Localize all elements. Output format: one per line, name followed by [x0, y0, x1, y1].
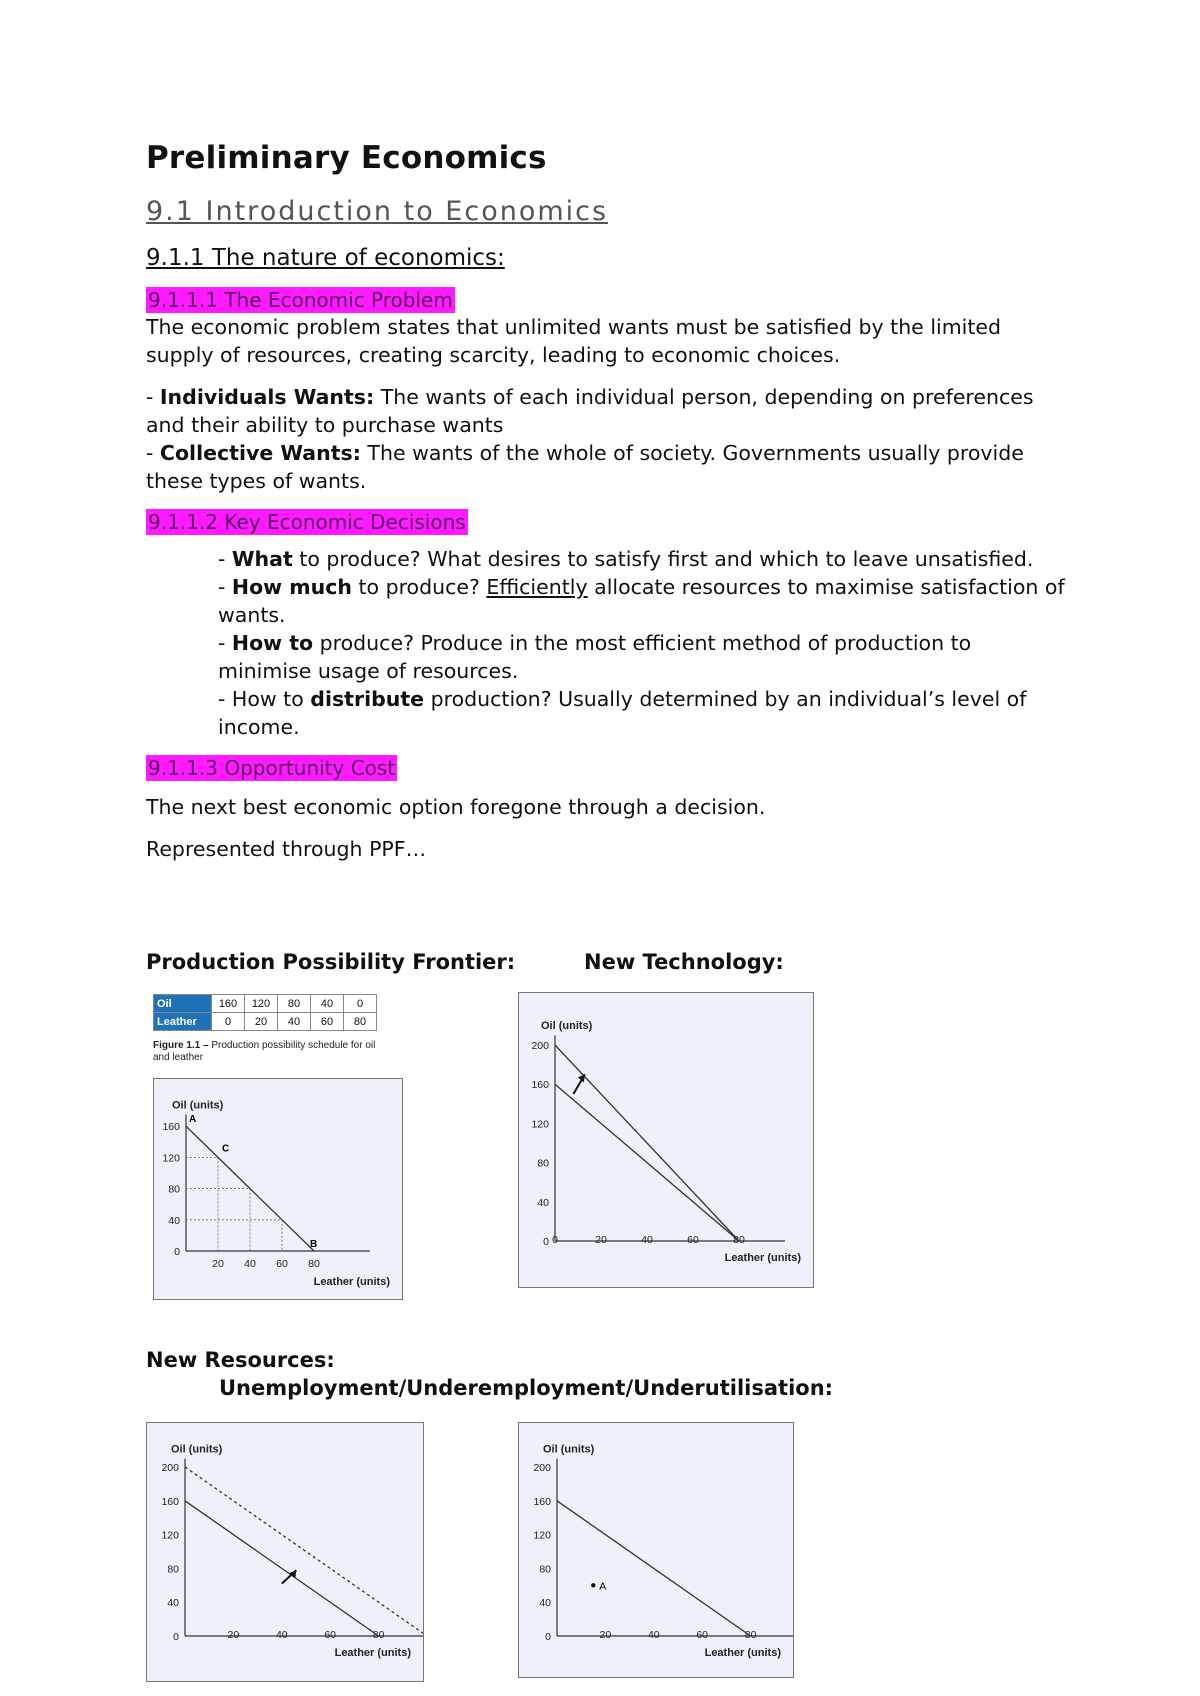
point-label-c: C: [222, 1143, 230, 1155]
x-axis-label: Leather (units): [724, 1252, 801, 1264]
y-tick-label: 40: [167, 1597, 179, 1610]
y-tick-label: 0: [174, 1246, 180, 1258]
ppf-chart: [153, 1078, 403, 1300]
decision-distribute: - How to distribute production? Usually determined by an individual’s level of income.: [218, 687, 1027, 739]
y-axis-label: Oil (units): [541, 1020, 593, 1033]
x-tick-label: 40: [244, 1258, 256, 1270]
y-tick-label: 120: [533, 1529, 551, 1542]
y-tick-label: 0: [543, 1236, 549, 1248]
ppf-series-line: [186, 1126, 314, 1251]
y-tick-label: 200: [533, 1462, 551, 1474]
decision-how-to: - How to produce? Produce in the most efficient method of production to minimise usage of resources.: [218, 631, 972, 683]
y-tick-label: 80: [539, 1563, 551, 1576]
y-tick-label: 160: [162, 1121, 180, 1134]
new-technology-chart-svg: [519, 993, 813, 1287]
point-label-b: B: [310, 1239, 318, 1250]
x-tick-label: 20: [212, 1258, 224, 1270]
opportunity-cost-heading: 9.1.1.3 Opportunity Cost: [148, 756, 396, 780]
y-tick-label: 120: [531, 1118, 549, 1131]
ppf-title: Production Possibility Frontier:: [146, 950, 516, 974]
x-tick-label: 80: [372, 1629, 385, 1641]
y-axis-label: Oil (units): [543, 1443, 595, 1456]
decision-how-much: - How much to produce? Efficiently allocate resources to maximise satisfaction of wants.: [218, 575, 1065, 627]
y-tick-label: 160: [161, 1495, 179, 1508]
unemployment-chart-svg: [519, 1423, 793, 1677]
y-tick-label: 0: [173, 1631, 179, 1643]
point-label-a: A: [599, 1580, 607, 1593]
economic-problem-block: [146, 287, 1066, 495]
resources-title: New Resources:: [146, 1348, 335, 1372]
x-tick-label: 80: [733, 1234, 745, 1246]
ppf-chart-svg: [154, 1079, 402, 1299]
new-resources-chart: [146, 1422, 424, 1682]
x-axis-label: Leather (units): [313, 1276, 390, 1288]
x-tick-label: 0: [552, 1234, 558, 1246]
decision-what: - What to produce? What desires to satisfy first and which to leave unsatisfied.: [218, 547, 1034, 571]
subsection-heading: 9.1.1 The nature of economics:: [146, 245, 505, 271]
table-row: Leather 0 20 40 60 80: [154, 1013, 377, 1031]
y-tick-label: 80: [537, 1157, 549, 1170]
x-tick-label: 60: [324, 1629, 337, 1641]
y-tick-label: 200: [161, 1462, 179, 1474]
y-tick-label: 120: [162, 1152, 180, 1165]
y-axis-label: Oil (units): [172, 1099, 224, 1112]
x-axis-label: Leather (units): [334, 1647, 411, 1659]
key-decisions-heading: 9.1.1.2 Key Economic Decisions: [148, 510, 466, 534]
individual-wants-label: Individuals Wants:: [159, 385, 375, 409]
key-decisions-block: [146, 509, 1066, 741]
new-resources-chart-svg: [147, 1423, 423, 1681]
unemployment-title: Unemployment/Underemployment/Underutilisation:: [219, 1376, 834, 1400]
ppf-series-line: [555, 1045, 739, 1241]
economic-problem-text: The economic problem states that unlimited wants must be satisfied by the limited supply of resources, creating scarcity, leading to economic choices.: [146, 315, 1002, 367]
unemployment-chart: [518, 1422, 794, 1678]
y-tick-label: 120: [161, 1529, 179, 1542]
y-tick-label: 160: [533, 1495, 551, 1508]
decision-list: [146, 545, 1066, 741]
y-tick-label: 0: [545, 1631, 551, 1643]
collective-wants: - Collective Wants: The wants of the whole of society. Governments usually provide these types of wants.: [146, 441, 1024, 493]
y-tick-label: 200: [531, 1040, 549, 1052]
individual-wants: - Individuals Wants: The wants of each individual person, depending on preferences and their ability to purchase wants: [146, 385, 1034, 437]
ppf-series-line: [557, 1501, 751, 1636]
new-technology-chart: [518, 992, 814, 1288]
economic-problem-heading: 9.1.1.1 The Economic Problem: [148, 288, 453, 312]
x-tick-label: 20: [227, 1629, 240, 1641]
y-tick-label: 160: [531, 1079, 549, 1092]
x-tick-label: 40: [641, 1234, 653, 1246]
opportunity-cost-block: [146, 755, 1066, 863]
y-tick-label: 40: [539, 1597, 551, 1610]
y-tick-label: 40: [537, 1196, 549, 1209]
page-title: Preliminary Economics: [146, 140, 547, 176]
ppf-series-line: [555, 1084, 739, 1241]
x-tick-label: 60: [696, 1629, 709, 1641]
document-page: [146, 140, 1066, 877]
section-heading: 9.1 Introduction to Economics: [146, 196, 609, 227]
collective-wants-label: Collective Wants:: [159, 441, 361, 465]
x-tick-label: 20: [599, 1629, 612, 1641]
x-tick-label: 80: [308, 1258, 320, 1270]
ppf-series-line: [185, 1467, 423, 1636]
ppf-note: Represented through PPF…: [146, 837, 427, 861]
y-tick-label: 40: [168, 1214, 180, 1227]
figure-caption: Figure 1.1 – Production possibility schedule for oil and leather: [153, 1040, 376, 1063]
tech-title: New Technology:: [584, 950, 784, 974]
x-tick-label: 60: [276, 1258, 288, 1270]
y-tick-label: 80: [167, 1563, 179, 1576]
point-a-marker: [591, 1583, 595, 1587]
production-schedule-table: [153, 994, 377, 1031]
y-axis-label: Oil (units): [171, 1443, 223, 1456]
x-tick-label: 40: [647, 1629, 660, 1641]
x-tick-label: 80: [744, 1629, 757, 1641]
x-tick-label: 40: [275, 1629, 288, 1641]
y-tick-label: 80: [168, 1183, 180, 1196]
x-axis-label: Leather (units): [704, 1647, 781, 1659]
point-label-a: A: [189, 1114, 197, 1126]
x-tick-label: 60: [687, 1234, 699, 1246]
table-row: Oil 160 120 80 40 0: [154, 995, 377, 1013]
opportunity-cost-text: The next best economic option foregone through a decision.: [146, 795, 766, 819]
x-tick-label: 20: [595, 1234, 607, 1246]
ppf-series-line: [185, 1501, 379, 1636]
